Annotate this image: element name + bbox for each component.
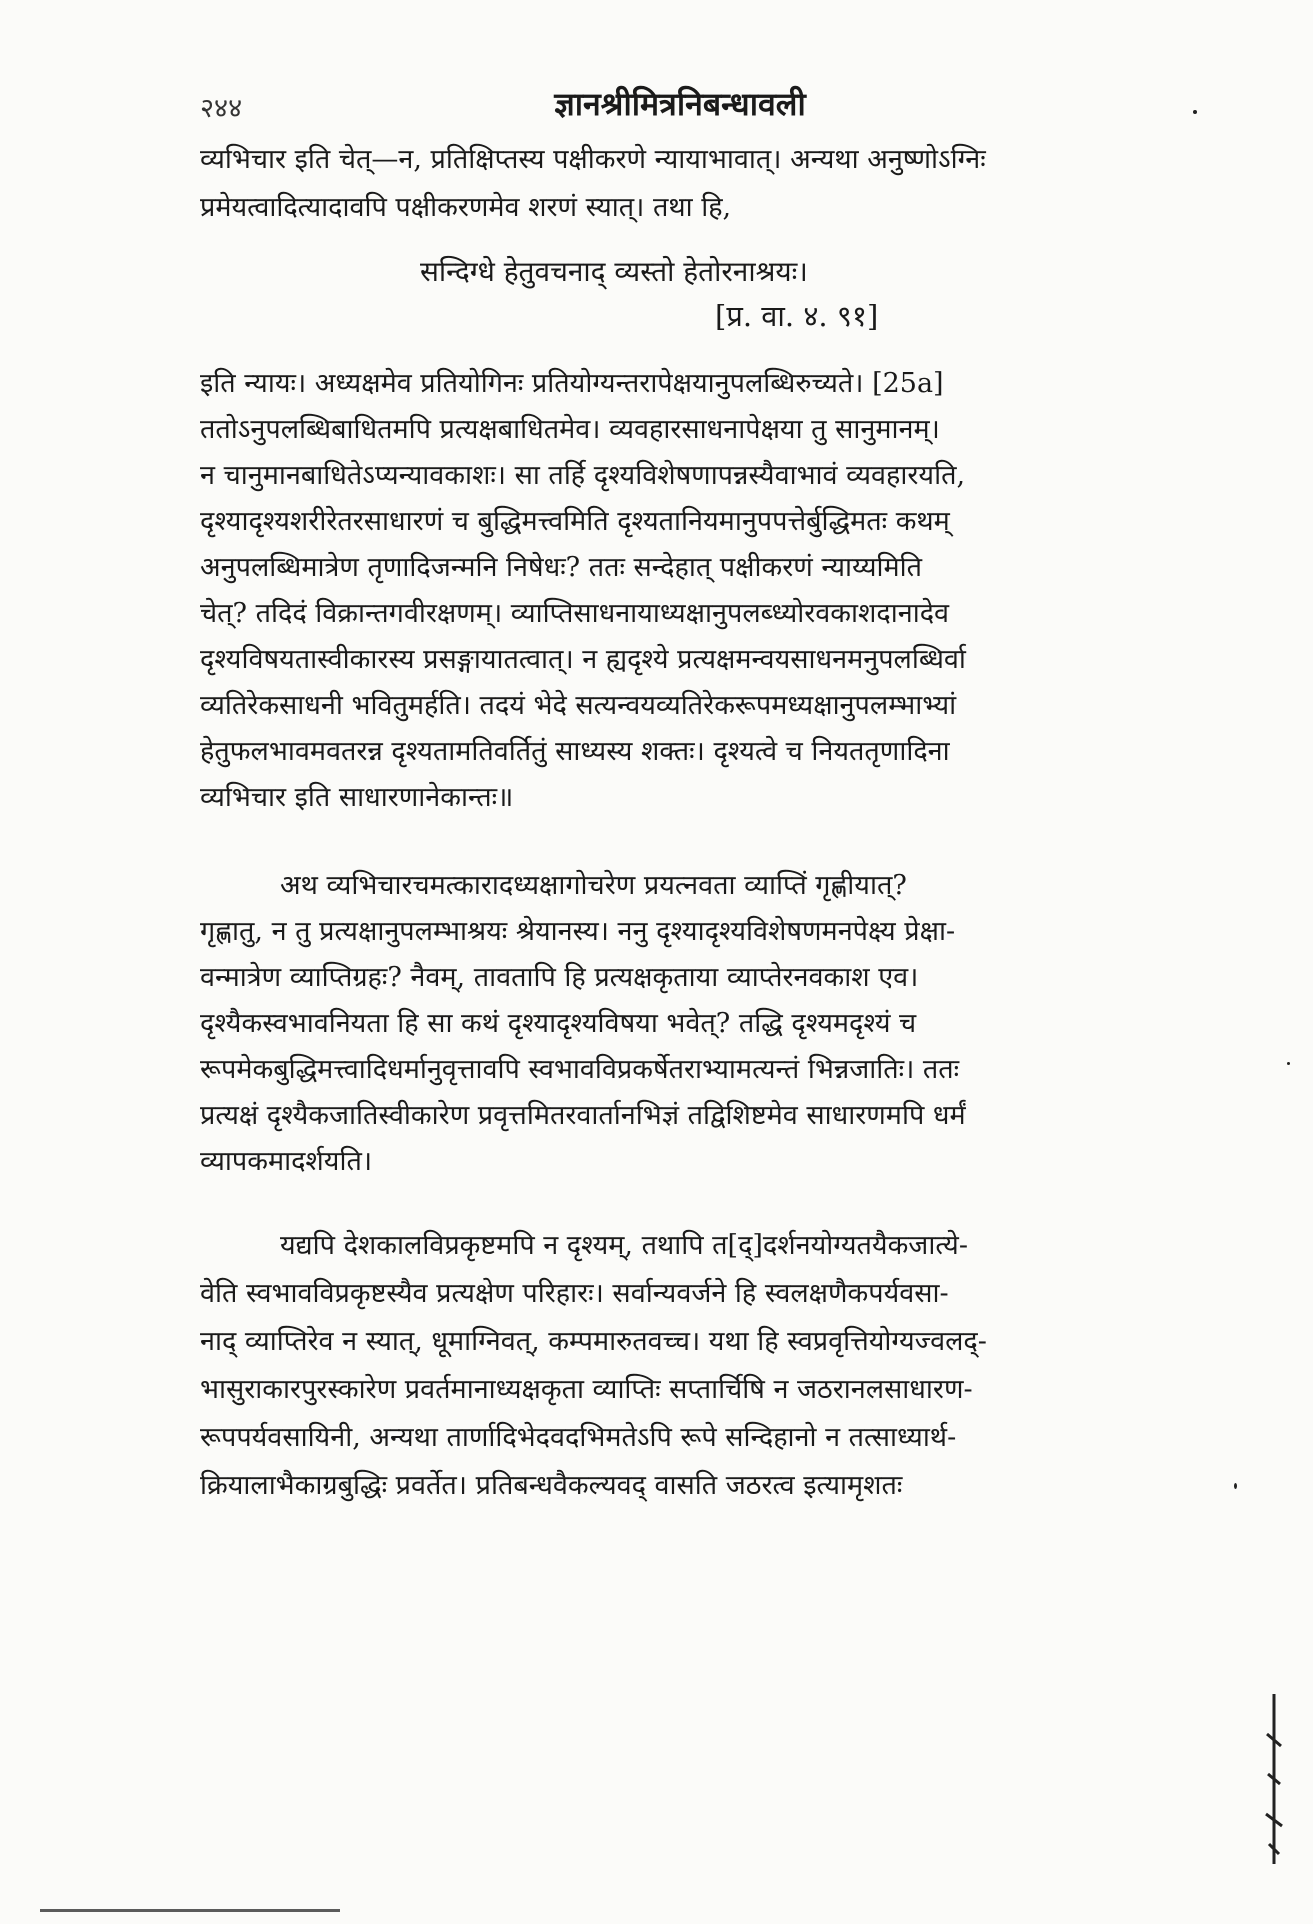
text-line: गृह्णातु, न तु प्रत्यक्षानुपलम्भाश्रयः श्रेयानस्य। ननु दृश्यादृश्यविशेषणमनपेक्ष्य प्रेक्षा- <box>200 916 956 947</box>
margin-ink-mark <box>1263 1694 1285 1864</box>
text-line: हेतुफलभावमवतरन्न दृश्यतामतिवर्तितुं साध्यस्य शक्तः। दृश्यत्वे च नियततृणादिना <box>200 736 950 767</box>
text-line: प्रत्यक्षं दृश्यैकजातिस्वीकारेण प्रवृत्तमितरवार्तानभिज्ञं तद्विशिष्टमेव साधारणमपि धर्मं <box>200 1100 966 1131</box>
page-header <box>200 82 1160 132</box>
verse-line: सन्दिग्धे हेतुवचनाद् व्यस्तो हेतोरनाश्रयः। <box>420 255 808 288</box>
text-line: व्यतिरेकसाधनी भवितुमर्हति। तदयं भेदे सत्यन्वयव्यतिरेकरूपमध्यक्षानुपलम्भाभ्यां <box>200 690 957 721</box>
text-line: रूपपर्यवसायिनी, अन्यथा तार्णादिभेदवदभिमतेऽपि रूपे सन्दिहानो न तत्साध्यार्थ- <box>200 1422 957 1453</box>
text-line: वन्मात्रेण व्याप्तिग्रहः? नैवम्, तावतापि हि प्रत्यक्षकृताया व्याप्तेरनवकाश एव। <box>200 962 919 993</box>
text-line: दृश्यविषयतास्वीकारस्य प्रसङ्गायातत्वात्। न ह्यदृश्ये प्रत्यक्षमन्वयसाधनमनुपलब्धिर्वा <box>200 644 966 675</box>
text-line: अथ व्यभिचारचमत्कारादध्यक्षागोचरेण प्रयत्नवता व्याप्तिं गृह्णीयात्? <box>280 870 907 901</box>
text-line: अनुपलब्धिमात्रेण तृणादिजन्मनि निषेधः? ततः सन्देहात् पक्षीकरणं न्याय्यमिति <box>200 552 923 583</box>
text-line: नाद् व्याप्तिरेव न स्यात्, धूमाग्निवत्, कम्पमारुतवच्च। यथा हि स्वप्रवृत्तियोग्यज्वलद्- <box>200 1326 987 1357</box>
scan-speck <box>1193 110 1197 114</box>
scan-speck <box>1287 1062 1290 1065</box>
text-line: क्रियालाभैकाग्रबुद्धिः प्रवर्तेत। प्रतिबन्धवैकल्यवद् वासति जठरत्व इत्यामृशतः <box>200 1470 903 1501</box>
text-line: न चानुमानबाधितेऽप्यन्यावकाशः। सा तर्हि दृश्यविशेषणापन्नस्यैवाभावं व्यवहारयति, <box>200 460 966 491</box>
text-line: ततोऽनुपलब्धिबाधितमपि प्रत्यक्षबाधितमेव। व्यवहारसाधनापेक्षया तु सानुमानम्। <box>200 414 940 445</box>
running-title: ज्ञानश्रीमित्रनिबन्धावली <box>554 85 806 123</box>
text-line: भासुराकारपुरस्कारेण प्रवर्तमानाध्यक्षकृता व्याप्तिः सप्तार्चिषि न जठरानलसाधारण- <box>200 1374 973 1405</box>
text-line: चेत्? तदिदं विक्रान्तगवीरक्षणम्। व्याप्तिसाधनायाध्यक्षानुपलब्ध्योरवकाशदानादेव <box>200 598 950 629</box>
verse-citation: [प्र. वा. ४. ९१] <box>715 299 879 333</box>
text-line: व्यभिचार इति साधारणानेकान्तः॥ <box>200 782 514 813</box>
text-line: दृश्यैकस्वभावनियता हि सा कथं दृश्यादृश्यविषया भवेत्? तद्धि दृश्यमदृश्यं च <box>200 1008 917 1039</box>
text-line: यद्यपि देशकालविप्रकृष्टमपि न दृश्यम्, तथापि त[द्]दर्शनयोग्यतयैकजात्ये- <box>280 1230 968 1261</box>
text-line: वेति स्वभावविप्रकृष्टस्यैव प्रत्यक्षेण परिहारः। सर्वान्यवर्जने हि स्वलक्षणैकपर्यवसा- <box>200 1278 949 1309</box>
text-line: व्यापकमादर्शयति। <box>200 1146 373 1177</box>
text-line: प्रमेयत्वादित्यादावपि पक्षीकरणमेव शरणं स्यात्। तथा हि, <box>200 192 732 223</box>
page-number: २४४ <box>200 93 243 124</box>
scan-edge-line <box>40 1909 340 1912</box>
text-line: इति न्यायः। अध्यक्षमेव प्रतियोगिनः प्रतियोग्यन्तरापेक्षयानुपलब्धिरुच्यते। [25a] <box>200 368 944 399</box>
text-line: रूपमेकबुद्धिमत्त्वादिधर्मानुवृत्तावपि स्वभावविप्रकर्षेतराभ्यामत्यन्तं भिन्नजातिः। ततः <box>200 1054 960 1085</box>
text-line: व्यभिचार इति चेत्—न, प्रतिक्षिप्तस्य पक्षीकरणे न्यायाभावात्। अन्यथा अनुष्णोऽग्निः <box>200 144 986 175</box>
text-line: दृश्यादृश्यशरीरेतरसाधारणं च बुद्धिमत्त्वमिति दृश्यतानियमानुपपत्तेर्बुद्धिमतः कथम् <box>200 506 950 537</box>
scan-speck <box>1234 1483 1237 1489</box>
